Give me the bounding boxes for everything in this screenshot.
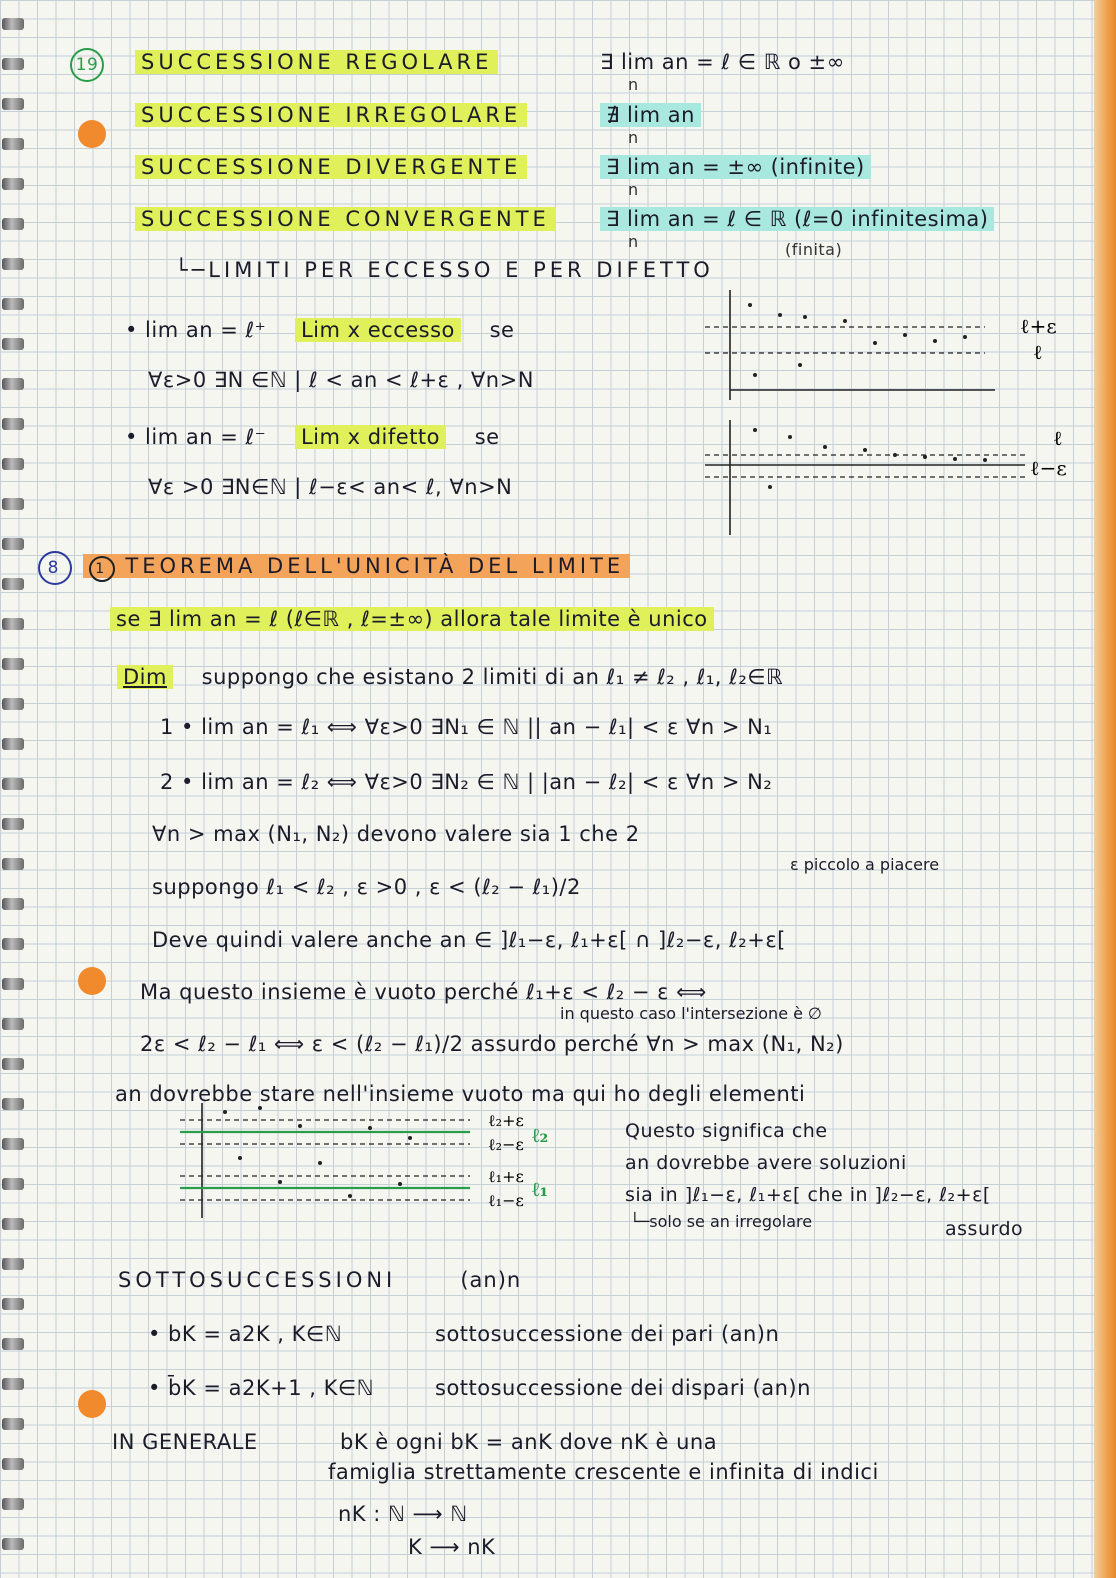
finita-note: (finita): [785, 240, 843, 259]
dispari-formula: • b̄K = a2K+1 , K∈ℕ: [148, 1376, 374, 1400]
note-epsilon: ε piccolo a piacere: [790, 855, 940, 874]
graph-label: ℓ−ε: [1030, 456, 1067, 480]
eccesso-definition: ∀ε>0 ∃N ∈ℕ | ℓ < an < ℓ+ε , ∀n>N: [148, 368, 534, 392]
punch-hole: [78, 1390, 106, 1418]
graph-label: ℓ₂−ε: [488, 1135, 524, 1154]
spiral-binding: [0, 0, 30, 1578]
spiral-ring: [2, 658, 24, 670]
spiral-ring: [2, 698, 24, 710]
theorem-number: 1: [89, 556, 115, 582]
corner-arrow-icon: └─: [175, 258, 209, 282]
term-label: SUCCESSIONE IRREGOLARE: [135, 103, 527, 127]
graph-eccesso: [695, 285, 1075, 405]
spiral-ring: [2, 1098, 24, 1110]
proof-line-4: suppongo ℓ₁ < ℓ₂ , ε >0 , ε < (ℓ₂ − ℓ₁)/2: [152, 875, 581, 899]
spiral-ring: [2, 738, 24, 750]
note-intersezione: in questo caso l'intersezione è ∅: [560, 1004, 822, 1023]
spiral-ring: [2, 58, 24, 70]
def-row-irregolare: [135, 103, 527, 127]
subscript-n: n: [628, 180, 639, 199]
punch-hole: [78, 967, 106, 995]
spiral-ring: [2, 1338, 24, 1350]
proof-line-3: ∀n > max (N₁, N₂) devono valere sia 1 che 2: [152, 822, 640, 846]
explain-note: └─solo se an irregolare: [630, 1212, 813, 1231]
spiral-ring: [2, 618, 24, 630]
spiral-ring: [2, 1378, 24, 1390]
spiral-ring: [2, 498, 24, 510]
orange-page-edge: [1094, 0, 1116, 1578]
spiral-ring: [2, 938, 24, 950]
subscript-n: n: [628, 75, 639, 94]
spiral-ring: [2, 1458, 24, 1470]
theorem-title-row: [38, 551, 630, 585]
generale-label: IN GENERALE: [112, 1430, 258, 1454]
subscript-n: n: [628, 128, 639, 147]
term-label: SUCCESSIONE CONVERGENTE: [135, 207, 556, 231]
spiral-ring: [2, 578, 24, 590]
spiral-ring: [2, 818, 24, 830]
explain-line-0: Questo significa che: [625, 1120, 828, 1142]
spiral-ring: [2, 1498, 24, 1510]
spiral-ring: [2, 18, 24, 30]
explain-end: assurdo: [945, 1218, 1024, 1240]
spiral-ring: [2, 418, 24, 430]
generale-line-2: famiglia strettamente crescente e infinita di indici: [328, 1460, 879, 1484]
graph-label: ℓ₁+ε: [488, 1167, 524, 1186]
proof-line-7: 2ε < ℓ₂ − ℓ₁ ⟺ ε < (ℓ₂ − ℓ₁)/2 assurdo perché ∀n > max (N₁, N₂): [140, 1032, 844, 1056]
graph-label: ℓ₁−ε: [488, 1191, 524, 1210]
spiral-ring: [2, 378, 24, 390]
spiral-ring: [2, 298, 24, 310]
spiral-ring: [2, 898, 24, 910]
def-formula: ∃ lim an = ℓ ∈ ℝ o ±∞: [600, 50, 845, 74]
map-line-1: nK : ℕ ⟶ ℕ: [338, 1502, 468, 1526]
def-formula: ∃ lim an = ±∞ (infinite): [600, 155, 871, 179]
graph-label: ℓ: [1033, 340, 1043, 364]
graph-label-green: ℓ₂: [532, 1123, 549, 1147]
proof-line-6: Ma questo insieme è vuoto perché ℓ₁+ε < ℓ₂ − ε ⟺: [140, 980, 707, 1004]
proof-line-1: 1 • lim an = ℓ₁ ⟺ ∀ε>0 ∃N₁ ∈ ℕ || an − ℓ₁| < ε ∀n > N₁: [160, 715, 773, 739]
limits-heading: └─LIMITI PER ECCESSO E PER DIFETTO: [175, 258, 714, 282]
term-label: SUCCESSIONE DIVERGENTE: [135, 155, 527, 179]
subscript-n: n: [628, 232, 639, 251]
spiral-ring: [2, 978, 24, 990]
spiral-ring: [2, 538, 24, 550]
def-formula: ∄ lim an: [600, 103, 701, 127]
section-badge: 19: [70, 48, 104, 82]
graph-label: ℓ: [1053, 426, 1063, 450]
spiral-ring: [2, 1218, 24, 1230]
def-row-divergente: [135, 155, 527, 179]
spiral-ring: [2, 138, 24, 150]
spiral-ring: [2, 778, 24, 790]
def-row-regolare: [135, 50, 498, 74]
spiral-ring: [2, 1418, 24, 1430]
proof-line-5: Deve quindi valere anche an ∈ ]ℓ₁−ε, ℓ₁+ε[ ∩ ]ℓ₂−ε, ℓ₂+ε[: [152, 928, 786, 952]
def-formula: ∃ lim an = ℓ ∈ ℝ (ℓ=0 infinitesima): [600, 207, 994, 231]
difetto-definition: ∀ε >0 ∃N∈ℕ | ℓ−ε< an< ℓ, ∀n>N: [148, 475, 513, 499]
eccesso-line: • lim an = ℓ⁺ Lim x eccesso se: [125, 318, 515, 342]
graph-difetto: [695, 415, 1075, 540]
pari-desc: sottosuccessione dei pari (an)n: [435, 1322, 780, 1346]
section-badge: 8: [38, 551, 72, 585]
watermark-logo: [30, 1, 194, 156]
spiral-ring: [2, 1538, 24, 1550]
theorem-statement: se ∃ lim an = ℓ (ℓ∈ℝ , ℓ=±∞) allora tale limite è unico: [110, 607, 714, 631]
graph-label: ℓ₂+ε: [488, 1111, 524, 1130]
dim-label: Dim: [117, 665, 173, 689]
theorem-title: TEOREMA DELL'UNICITÀ DEL LIMITE: [125, 554, 625, 578]
punch-hole: [78, 120, 106, 148]
spiral-ring: [2, 338, 24, 350]
generale-line-1: bK è ogni bK = anK dove nK è una: [340, 1430, 718, 1454]
def-row-convergente: [135, 207, 556, 231]
proof-line-0: Dim suppongo che esistano 2 limiti di an ℓ₁ ≠ ℓ₂ , ℓ₁, ℓ₂∈ℝ: [117, 665, 783, 689]
difetto-line: • lim an = ℓ⁻ Lim x difetto se: [125, 425, 500, 449]
spiral-ring: [2, 1058, 24, 1070]
spiral-ring: [2, 218, 24, 230]
proof-line-8: an dovrebbe stare nell'insieme vuoto ma qui ho degli elementi: [115, 1082, 806, 1106]
map-line-2: K ⟶ nK: [408, 1535, 496, 1559]
term-label: SUCCESSIONE REGOLARE: [135, 50, 498, 74]
dispari-desc: sottosuccessione dei dispari (an)n: [435, 1376, 811, 1400]
proof-line-2: 2 • lim an = ℓ₂ ⟺ ∀ε>0 ∃N₂ ∈ ℕ | |an − ℓ₂| < ε ∀n > N₂: [160, 770, 773, 794]
spiral-ring: [2, 1258, 24, 1270]
pari-formula: • bK = a2K , K∈ℕ: [148, 1322, 343, 1346]
spiral-ring: [2, 858, 24, 870]
spiral-ring: [2, 98, 24, 110]
explain-line-2: sia in ]ℓ₁−ε, ℓ₁+ε[ che in ]ℓ₂−ε, ℓ₂+ε[: [625, 1184, 991, 1206]
graph-unicita: [170, 1098, 580, 1223]
spiral-ring: [2, 458, 24, 470]
spiral-ring: [2, 258, 24, 270]
spiral-ring: [2, 178, 24, 190]
spiral-ring: [2, 1178, 24, 1190]
corner-arrow-icon: └─: [630, 1212, 650, 1231]
explain-line-1: an dovrebbe avere soluzioni: [625, 1152, 907, 1174]
spiral-ring: [2, 1298, 24, 1310]
graph-label-green: ℓ₁: [532, 1177, 549, 1201]
spiral-ring: [2, 1018, 24, 1030]
sottosuccessioni-heading: SOTTOSUCCESSIONI (an)n: [118, 1268, 522, 1292]
spiral-ring: [2, 1138, 24, 1150]
graph-label: ℓ+ε: [1020, 314, 1057, 338]
